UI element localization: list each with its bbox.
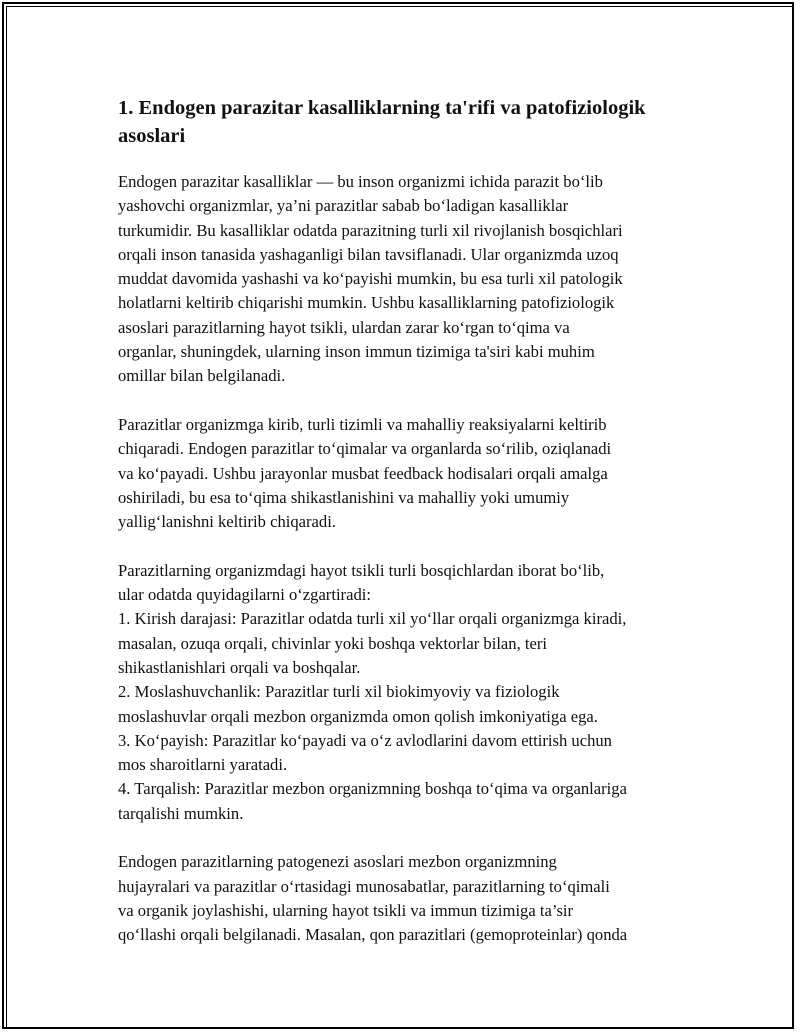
- list-item: 1. Kirish darajasi: Parazitlar odatda turli xil yo‘llar orqali organizmga kiradi,: [118, 609, 627, 629]
- text-line: turkumidir. Bu kasalliklar odatda parazitning turli xil rivojlanish bosqichlari: [118, 220, 623, 240]
- heading-line: 1. Endogen parazitar kasalliklarning ta'rifi va patofiziologik: [118, 97, 646, 119]
- list-item: 4. Tarqalish: Parazitlar mezbon organizmning boshqa to‘qima va organlariga: [118, 779, 627, 799]
- text-line: chiqaradi. Endogen parazitlar to‘qimalar va organlarda so‘rilib, oziqlanadi: [118, 439, 612, 459]
- text-line: va organik joylashishi, ularning hayot tsikli va immun tizimiga ta’sir: [118, 900, 574, 920]
- text-line: omillar bilan belgilanadi.: [118, 366, 286, 386]
- list-item-continuation: mos sharoitlarni yaratadi.: [118, 755, 288, 775]
- paragraph-pathogenesis: [118, 850, 698, 947]
- text-line: oshiriladi, bu esa to‘qima shikastlanishini va mahalliy yoki umumiy: [118, 487, 570, 507]
- text-line: yashovchi organizmlar, ya’ni parazitlar sabab bo‘ladigan kasalliklar: [118, 196, 569, 216]
- list-item-continuation: moslashuvlar orqali mezbon organizmda omon qolish imkoniyatiga ega.: [118, 706, 598, 726]
- document-body: [118, 94, 698, 972]
- paragraph-definition: [118, 170, 698, 389]
- text-line: organlar, shuningdek, ularning inson immun tizimiga ta'siri kabi muhim: [118, 342, 595, 362]
- list-item-continuation: shikastlanishlari orqali va boshqalar.: [118, 657, 361, 677]
- list-item-continuation: masalan, ozuqa orqali, chivinlar yoki boshqa vektorlar bilan, teri: [118, 633, 547, 653]
- text-line: Endogen parazitlarning patogenezi asoslari mezbon organizmning: [118, 852, 557, 872]
- paragraph-reactions: [118, 413, 698, 534]
- list-item: 2. Moslashuvchanlik: Parazitlar turli xil biokimyoviy va fiziologik: [118, 682, 560, 702]
- list-item-continuation: tarqalishi mumkin.: [118, 803, 244, 823]
- text-line: hujayralari va parazitlar o‘rtasidagi munosabatlar, parazitlarning to‘qimali: [118, 876, 610, 896]
- text-line: asoslari parazitlarning hayot tsikli, ulardan zarar ko‘rgan to‘qima va: [118, 317, 570, 337]
- text-line: va ko‘payadi. Ushbu jarayonlar musbat feedback hodisalari orqali amalga: [118, 463, 608, 483]
- paragraph-life-cycle: [118, 559, 698, 826]
- heading-line: asoslari: [118, 125, 186, 147]
- text-line: qo‘llashi orqali belgilanadi. Masalan, qon parazitlari (gemoproteinlar) qonda: [118, 925, 628, 945]
- text-line: Endogen parazitar kasalliklar — bu inson organizmi ichida parazit bo‘lib: [118, 172, 603, 191]
- text-line: Parazitlarning organizmdagi hayot tsikli turli bosqichlardan iborat bo‘lib,: [118, 560, 605, 580]
- text-line: holatlarni keltirib chiqarishi mumkin. Ushbu kasalliklarning patofiziologik: [118, 293, 615, 313]
- text-line: yallig‘lanishni keltirib chiqaradi.: [118, 512, 336, 532]
- text-line: muddat davomida yashashi va ko‘payishi mumkin, bu esa turli xil patologik: [118, 269, 623, 289]
- text-line: ular odatda quyidagilarni o‘zgartiradi:: [118, 585, 371, 605]
- list-item: 3. Ko‘payish: Parazitlar ko‘payadi va o‘z avlodlarini davom ettirish uchun: [118, 730, 612, 750]
- section-heading: [118, 94, 698, 150]
- text-line: orqali inson tanasida yashaganligi bilan tavsiflanadi. Ular organizmda uzoq: [118, 244, 619, 264]
- text-line: Parazitlar organizmga kirib, turli tizimli va mahalliy reaksiyalarni keltirib: [118, 414, 607, 434]
